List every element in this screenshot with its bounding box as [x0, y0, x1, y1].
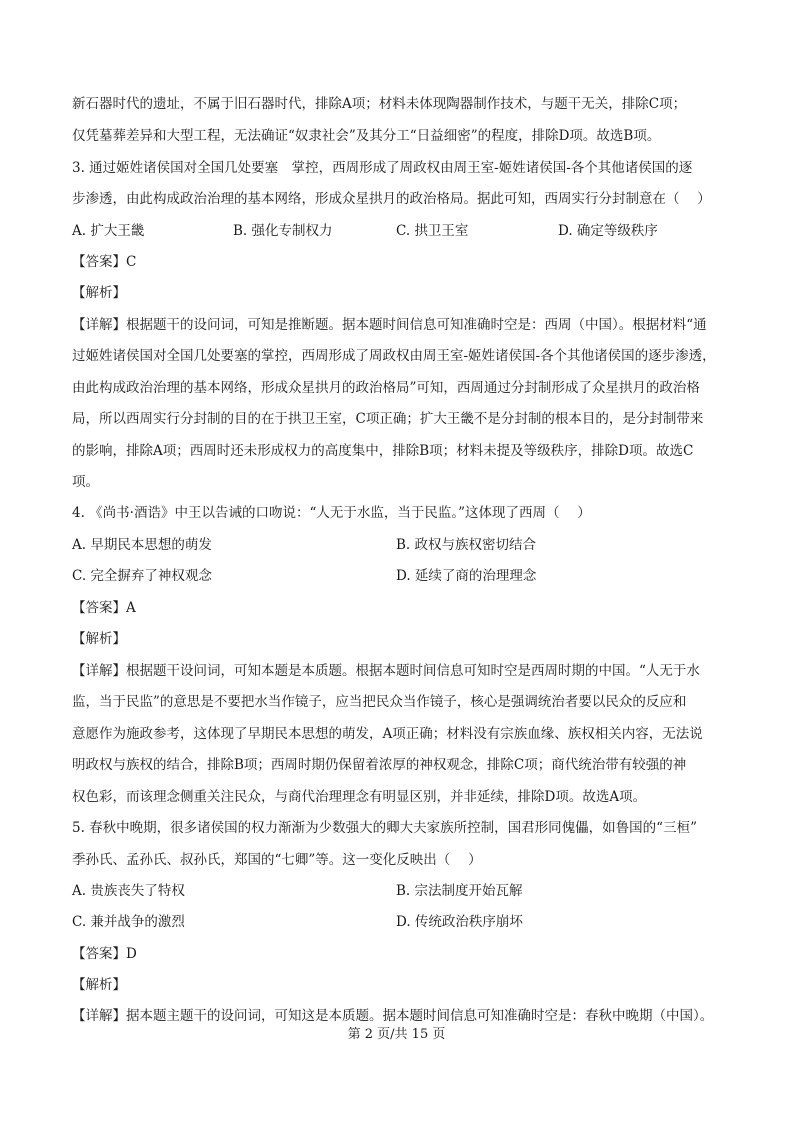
q3-detail-line: 过姬姓诸侯国对全国几处要塞的掌控，西周形成了周政权由周王室-姬姓诸侯国-各个其他诸侯国的逐步渗透，: [72, 348, 716, 364]
q4-option-b: B. 政权与族权密切结合: [396, 537, 537, 553]
q5-option-d: D. 传统政治秩序崩坏: [396, 914, 523, 930]
q5-option-c: C. 兼并战争的激烈: [72, 914, 185, 930]
q3-option-d: D. 确定等级秩序: [558, 223, 658, 239]
q4-analysis-label: 【解析】: [72, 631, 126, 647]
q3-option-b: B. 强化专制权力: [233, 223, 333, 239]
q3-detail-line: 由此构成政治治理的基本网络，形成众星拱月的政治格局”可知，西周通过分封制形成了众星拱月的政治格: [72, 380, 700, 396]
question-5-stem: 5. 春秋中晚期，很多诸侯国的权力渐渐为少数强大的卿大夫家族所控制，国君形同傀儡，如鲁国的“三桓”: [72, 820, 697, 836]
q5-option-b: B. 宗法制度开始瓦解: [396, 883, 523, 899]
q3-detail-line: 的影响，排除A项；西周时还未形成权力的高度集中，排除B项；材料未提及等级秩序，排除D项。故选C: [72, 443, 694, 459]
q5-option-a: A. 贵族丧失了特权: [72, 883, 185, 899]
q3-option-c: C. 拱卫王室: [396, 223, 469, 239]
q4-option-d: D. 延续了商的治理理念: [396, 568, 537, 584]
q4-detail-line: 明政权与族权的结合，排除B项；西周时期仍保留着浓厚的神权观念，排除C项；商代统治带有较强的神: [72, 757, 687, 773]
q4-detail-line: 【详解】根据题干设问词，可知本题是本质题。根据本题时间信息可知时空是西周时期的中国。“人无于水: [72, 663, 700, 679]
q5-answer: 【答案】D: [72, 946, 137, 962]
question-3-stem: 步渗透，由此构成政治治理的基本网络，形成众星拱月的政治格局。据此可知，西周实行分封制意在（ ）: [72, 191, 711, 207]
page-footer: 第 2 页/共 15 页: [347, 1027, 446, 1042]
question-4-stem: 4. 《尚书·酒诰》中王以告诫的口吻说：“人无于水监，当于民监。”这体现了西周（ ）: [72, 505, 591, 521]
q5-detail-line: 【详解】据本题主题干的设问词，可知这是本质题。据本题时间信息可知准确时空是：春秋中晚期（中国）。: [72, 1008, 714, 1024]
q3-detail-line: 项。: [72, 474, 99, 490]
question-5-stem: 季孙氏、孟孙氏、叔孙氏，郑国的“七卿”等。这一变化反映出（ ）: [72, 852, 482, 868]
text-line: 新石器时代的遗址，不属于旧石器时代，排除A项；材料未体现陶器制作技术，与题干无关，排除C项；: [72, 96, 687, 112]
q4-detail-line: 监，当于民监”的意思是不要把水当作镜子，应当把民众当作镜子，核心是强调统治者要以民众的反应和: [72, 694, 687, 710]
q3-option-a: A. 扩大王畿: [72, 223, 145, 239]
q3-detail-line: 局，所以西周实行分封制的目的在于拱卫王室，C项正确；扩大王畿不是分封制的根本目的，是分封制带来: [72, 411, 704, 427]
q4-detail-line: 权色彩，而该理念侧重关注民众，与商代治理理念有明显区别，并非延续，排除D项。故选A项。: [72, 789, 647, 805]
q3-analysis-label: 【解析】: [72, 285, 126, 301]
q4-detail-line: 意愿作为施政参考，这体现了早期民本思想的萌发，A项正确；材料没有宗族血缘、族权相关内容，无法说: [72, 726, 703, 742]
q4-answer: 【答案】A: [72, 600, 136, 616]
q3-answer: 【答案】C: [72, 254, 137, 270]
q4-option-c: C. 完全摒弃了神权观念: [72, 568, 212, 584]
question-3-stem: 3. 通过姬姓诸侯国对全国几处要塞 掌控，西周形成了周政权由周王室-姬姓诸侯国-各个其他诸侯国的逐: [72, 160, 693, 176]
q5-analysis-label: 【解析】: [72, 977, 126, 993]
q3-detail-line: 【详解】根据题干的设问词，可知是推断题。据本题时间信息可知准确时空是：西周（中国）。根据材料“通: [72, 317, 707, 333]
q4-option-a: A. 早期民本思想的萌发: [72, 537, 212, 553]
text-line: 仅凭墓葬差异和大型工程，无法确证“奴隶社会”及其分工“日益细密”的程度，排除D项。故选B项。: [72, 128, 661, 144]
